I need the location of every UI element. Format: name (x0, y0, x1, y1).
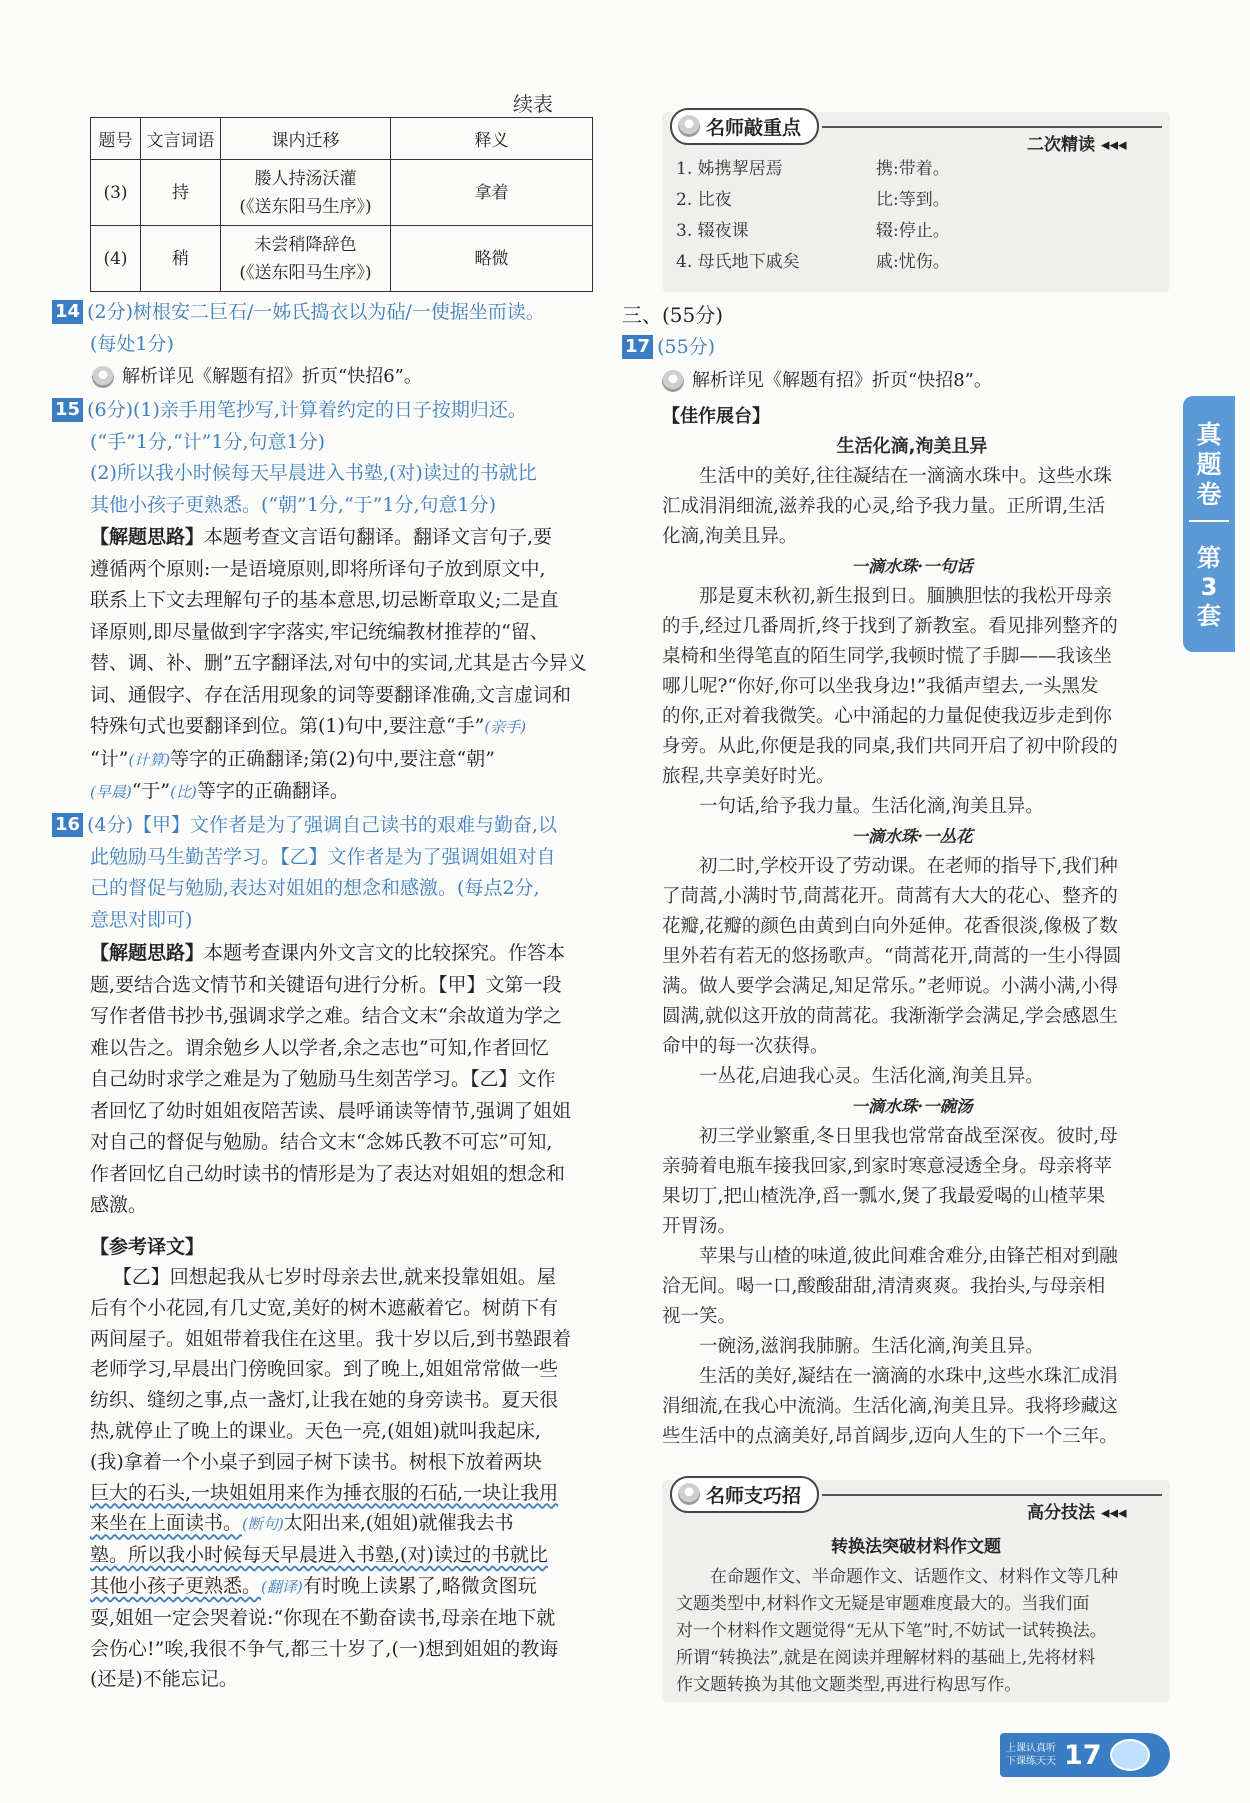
key-terms (676, 154, 800, 278)
translation-line: 两间屋子。姐姐带着我住在这里。我十岁以后,到书塾跟着 (90, 1327, 572, 1350)
term: 3. 辍夜课 (676, 221, 749, 241)
question-number: 14 (52, 300, 83, 324)
transfer-source: (《送东阳马生序》) (239, 196, 372, 217)
thinking-text: 作者回忆自己幼时读书的情形是为了表达对姐姐的想念和 (90, 1162, 566, 1185)
thinking-text: 特殊句式也要翻译到位。第(1)句中,要注意“手” (90, 715, 485, 737)
q17-answer (622, 332, 715, 364)
answer-text: (“手”1分,“计”1分,句意1分) (90, 430, 326, 453)
answer-text: 己的督促与勉励,表达对姐姐的想念和感激。(每点2分, (90, 877, 540, 899)
thinking-text: “于” (131, 780, 171, 802)
annotation: (早晨) (90, 783, 132, 801)
translation-line: (还是)不能忘记。 (90, 1668, 238, 1691)
essay-line: 视一笑。 (662, 1306, 737, 1327)
annotation: (断句) (242, 1515, 284, 1534)
translation-line: 塾。所以我小时候每天早晨进入书塾,(对)读过的书就比 (90, 1544, 548, 1567)
essay-title: 生活化滴,洵美且异 (836, 436, 988, 457)
essay-line: 汇成涓涓细流,滋养我的心灵,给予我力量。正所谓,生活 (662, 496, 1106, 517)
essay-line: 一句话,给予我力量。生活化滴,洵美且异。 (699, 796, 1044, 817)
annotation: (比) (170, 783, 197, 801)
answer-text: (2分)树根安二巨石/一姊氏捣衣以为砧/一使据坐而读。 (87, 301, 545, 323)
translation-line: 来坐在上面读书。 (90, 1512, 243, 1535)
q16-thinking (90, 938, 600, 1222)
continued-label: 续表 (513, 92, 553, 116)
annotation: (计算) (128, 750, 171, 769)
score-tag: 高分技法 ◂◂◂ (1027, 1503, 1127, 1523)
mascot-icon (1110, 1739, 1150, 1771)
tips-body (676, 1564, 1162, 1699)
lamp-icon (662, 370, 684, 392)
transfer-line: 媵人持汤沃灌 (254, 168, 357, 189)
tips-subtitle: 转换法突破材料作文题 (831, 1537, 1001, 1557)
question-number: 17 (622, 335, 653, 359)
term: 4. 母氏地下戚矣 (676, 252, 800, 272)
thinking-text: 等字的正确翻译;第(2)句中,要注意“朝” (170, 747, 495, 770)
question-number: 16 (52, 813, 83, 837)
side-tab-title: 真题卷 (1196, 420, 1222, 509)
header-transfer: 课内迁移 (221, 118, 391, 160)
essay-line: 哪儿呢?“你好,你可以坐我身边!”我循声望去,一头黑发 (662, 676, 1099, 697)
cell-num: (3) (91, 160, 141, 226)
translation-line: 有时晚上读累了,略微贪图玩 (302, 1574, 537, 1597)
thinking-text: 难以告之。谓余勉乡人以学者,余之志也”可知,作者回忆 (90, 1036, 549, 1059)
essay-line: 亲骑着电瓶车接我回家,到家时寒意浸透全身。母亲将苹 (662, 1156, 1112, 1177)
translation-line: (我)拿着一个小桌子到园子树下读书。树根下放着两块 (90, 1450, 542, 1473)
essay-subheading: 一滴水珠·一碗汤 (851, 1097, 973, 1116)
q17-note (662, 366, 992, 396)
thinking-text: 写作者借书抄书,强调求学之难。结合文末“余故道为学之 (90, 1005, 562, 1027)
thinking-text: 遵循两个原则:一是语境原则,即将所译句子放到原文中, (90, 557, 546, 580)
header-word: 文言词语 (141, 118, 221, 160)
answer-text: (55分) (657, 336, 716, 358)
essay-line: 的你,正对着我微笑。心中涌起的力量促使我迈步走到你 (662, 706, 1112, 727)
meaning: 辍:停止。 (876, 221, 950, 241)
translation-line: 热,就停止了晚上的课业。天色一亮,(姐姐)就叫我起床, (90, 1419, 541, 1442)
note-text: 解析详见《解题有招》折页“快招8”。 (692, 370, 992, 391)
table-row (91, 226, 593, 292)
panel-title-text: 名师支巧招 (706, 1485, 802, 1507)
tips-line: 在命题作文、半命题作文、话题作文、材料作文等几种 (710, 1567, 1118, 1587)
cell-num: (4) (91, 226, 141, 292)
cell-word: 持 (141, 160, 221, 226)
slogan-line: 上课认真听 (1006, 1743, 1056, 1754)
cell-transfer (221, 226, 391, 292)
translation-line: 巨大的石头,一块姐姐用来作为捶衣服的石砧,一块让我用 (90, 1481, 559, 1504)
translation-line: 老师学习,早晨出门傍晚回家。到了晚上,姐姐常常做一些 (90, 1358, 559, 1381)
essay-line: 的手,经过几番周折,终于找到了新教室。看见排列整齐的 (662, 616, 1118, 637)
essay-line: 开胃汤。 (662, 1216, 737, 1237)
annotation: (翻译) (261, 1577, 303, 1596)
essay-line: 身旁。从此,你便是我的同桌,我们共同开启了初中阶段的 (662, 736, 1118, 757)
tips-line: 作文题转换为其他文题类型,再进行构思写作。 (676, 1675, 1022, 1695)
essay-line: 果切丁,把山楂洗净,舀一瓢水,煲了我最爱喝的山楂苹果 (662, 1186, 1106, 1207)
q15-answer (52, 395, 597, 521)
thinking-text: “计” (90, 747, 129, 770)
essay-line: 旅程,共享美好时光。 (662, 766, 835, 787)
essay-line: 里外若有若无的悠扬歌声。“茼蒿花开,茼蒿的一生小得圆 (662, 946, 1122, 967)
essay-line: 洽无间。喝一口,酸酸甜甜,清清爽爽。我抬头,与母亲相 (662, 1276, 1106, 1297)
lamp-icon (92, 366, 114, 388)
essay-subheading: 一滴水珠·一句话 (851, 557, 973, 576)
thinking-text: 词、通假字、存在活用现象的词等要翻译准确,文言虚词和 (90, 683, 572, 706)
essay-line: 涓细流,在我心中流淌。生活化滴,洵美且异。我将珍藏这 (662, 1396, 1118, 1417)
model-essay (662, 432, 1162, 1452)
answer-text: (6分)(1)亲手用笔抄写,计算着约定的日子按期归还。 (87, 399, 527, 421)
lamp-icon (678, 115, 700, 137)
q15-thinking (90, 522, 600, 809)
meaning: 携:带着。 (876, 159, 950, 179)
thinking-text: 联系上下文去理解句子的基本意思,切忌断章取义;二是直 (90, 589, 559, 611)
q14-answer (52, 297, 597, 360)
essay-subheading: 一滴水珠·一丛花 (851, 827, 973, 846)
thinking-text: 对自己的督促与勉励。结合文末“念姊氏教不可忘”可知, (90, 1131, 553, 1153)
translation-line: 会伤心!”唉,我很不争气,都三十岁了,(一)想到姐姐的教诲 (90, 1637, 559, 1660)
side-tab[interactable] (1183, 396, 1235, 652)
slogan-line: 下课练天天 (1006, 1756, 1056, 1767)
essay-line: 了茼蒿,小满时节,茼蒿花开。茼蒿有大大的花心、整齐的 (662, 886, 1118, 907)
q16-answer (52, 810, 597, 936)
thinking-text: 等字的正确翻译。 (196, 780, 349, 802)
essay-line: 生活中的美好,往往凝结在一滴滴水珠中。这些水珠 (699, 466, 1112, 487)
meaning: 戚:忧伤。 (876, 252, 950, 272)
vocab-table (90, 117, 593, 292)
thinking-text: 本题考查文言语句翻译。翻译文言句子,要 (204, 526, 553, 548)
page-number-badge (1000, 1733, 1170, 1777)
essay-line: 桌椅和坐得笔直的陌生同学,我顿时慌了手脚——我该坐 (662, 646, 1112, 667)
q14-note (92, 362, 422, 392)
essay-line: 化滴,洵美且异。 (662, 526, 798, 547)
translation-line: 【乙】回想起我从七岁时母亲去世,就来投靠姐姐。屋 (112, 1266, 556, 1288)
meaning: 比:等到。 (876, 190, 950, 210)
lamp-icon (678, 1483, 700, 1505)
thinking-text: 题,要结合选文情节和关键语句进行分析。【甲】文第一段 (90, 973, 562, 996)
panel-divider (822, 126, 1162, 128)
table-row (91, 160, 593, 226)
footer-slogan (1006, 1742, 1056, 1768)
essay-line: 苹果与山楂的味道,彼此间难舍难分,由锋芒相对到融 (699, 1246, 1118, 1267)
showcase-label: 【佳作展台】 (662, 406, 770, 427)
answer-text: (4分)【甲】文作者是为了强调自己读书的艰难与勤奋,以 (87, 814, 558, 836)
thinking-text: 替、调、补、删”五字翻译法,对句中的实词,尤其是古今异义 (90, 652, 587, 674)
header-num: 题号 (91, 118, 141, 160)
term: 1. 姊携挈居焉 (676, 159, 783, 179)
reread-tag: 二次精读 ◂◂◂ (1027, 135, 1127, 155)
thinking-text: 自己幼时求学之难是为了勉励马生刻苦学习。【乙】文作 (90, 1068, 556, 1090)
answer-text: (每处1分) (90, 332, 174, 355)
page-number: 17 (1064, 1739, 1102, 1771)
ref-translation-label (90, 1232, 204, 1264)
thinking-text: 感激。 (90, 1194, 148, 1216)
cell-word: 稍 (141, 226, 221, 292)
section-label: 【参考译文】 (90, 1236, 205, 1258)
note-text: 解析详见《解题有招》折页“快招6”。 (122, 366, 422, 387)
answer-text: 意思对即可) (90, 908, 193, 931)
question-number: 15 (52, 398, 83, 422)
tips-line: 所谓“转换法”,就是在阅读并理解材料的基础上,先将材料 (676, 1648, 1096, 1668)
essay-line: 生活的美好,凝结在一滴滴的水珠中,这些水珠汇成涓 (699, 1366, 1118, 1387)
essay-line: 些生活中的点滴美好,昂首阔步,迈向人生的下一个三年。 (662, 1426, 1118, 1447)
side-tab-set: 第3套 (1197, 544, 1221, 630)
ref-translation (90, 1262, 600, 1695)
thinking-text: 译原则,即尽量做到字字落实,牢记统编教材推荐的“留、 (90, 620, 549, 643)
thinking-text: 者回忆了幼时姐姐夜陪苦读、晨呼诵读等情节,强调了姐姐 (90, 1099, 572, 1122)
answer-text: (2)所以我小时候每天早晨进入书塾,(对)读过的书就比 (90, 462, 537, 484)
essay-line: 初三学业繁重,冬日里我也常常奋战至深夜。彼时,母 (699, 1126, 1118, 1147)
translation-line: 其他小孩子更熟悉。 (90, 1574, 262, 1597)
essay-line: 那是夏末秋初,新生报到日。腼腆胆怯的我松开母亲 (699, 586, 1112, 607)
cell-meaning: 拿着 (391, 160, 593, 226)
essay-line: 花瓣,花瓣的颜色由黄到白向外延伸。花香很淡,像极了数 (662, 916, 1118, 937)
answer-text: 其他小孩子更熟悉。(“朝”1分,“于”1分,句意1分) (90, 493, 497, 516)
transfer-source: (《送东阳马生序》) (239, 262, 372, 283)
translation-line: 耍,姐姐一定会哭着说:“你现在不勤奋读书,母亲在地下就 (90, 1606, 556, 1629)
thinking-label: 【解题思路】 (90, 942, 205, 964)
panel-title-text: 名师敲重点 (706, 117, 802, 139)
transfer-line: 未尝稍降辞色 (254, 234, 357, 255)
essay-line: 满。做人要学会满足,知足常乐。”老师说。小满小满,小得 (662, 976, 1118, 997)
annotation: (亲手) (484, 718, 527, 736)
translation-line: 后有个小花园,有几丈宽,美好的树木遮蔽着它。树荫下有 (90, 1296, 559, 1319)
translation-line: 纺织、缝纫之事,点一盏灯,让我在她的身旁读书。夏天很 (90, 1389, 559, 1412)
essay-line: 一碗汤,滋润我肺腑。生活化滴,洵美且异。 (699, 1336, 1044, 1357)
panel-divider (822, 1494, 1162, 1496)
section-3-heading: 三、(55分) (622, 303, 724, 327)
table-header-row (91, 118, 593, 160)
tips-title (670, 1476, 819, 1513)
tips-line: 对一个材料作文题觉得“无从下笔”时,不妨试一试转换法。 (676, 1621, 1107, 1641)
cell-meaning: 略微 (391, 226, 593, 292)
translation-line: 太阳出来,(姐姐)就催我去书 (283, 1512, 514, 1535)
side-tab-divider (1189, 520, 1229, 522)
thinking-text: 本题考查课内外文言文的比较探究。作答本 (204, 942, 566, 964)
thinking-label: 【解题思路】 (90, 526, 205, 548)
tips-line: 文题类型中,材料作文无疑是审题难度最大的。当我们面 (676, 1594, 1090, 1614)
cell-transfer (221, 160, 391, 226)
tips-panel (662, 1480, 1170, 1702)
essay-line: 圆满,就似这开放的茼蒿花。我渐渐学会满足,学会感恩生 (662, 1006, 1118, 1027)
term: 2. 比夜 (676, 190, 732, 210)
key-points-title (670, 108, 819, 145)
answer-text: 此勉励马生勤苦学习。【乙】文作者是为了强调姐姐对自 (90, 845, 556, 868)
header-meaning: 释义 (391, 118, 593, 160)
key-points-panel (662, 112, 1170, 292)
essay-line: 命中的每一次获得。 (662, 1036, 829, 1057)
key-meanings (876, 154, 950, 278)
essay-line: 初二时,学校开设了劳动课。在老师的指导下,我们种 (699, 856, 1118, 877)
essay-line: 一丛花,启迪我心灵。生活化滴,洵美且异。 (699, 1066, 1044, 1087)
